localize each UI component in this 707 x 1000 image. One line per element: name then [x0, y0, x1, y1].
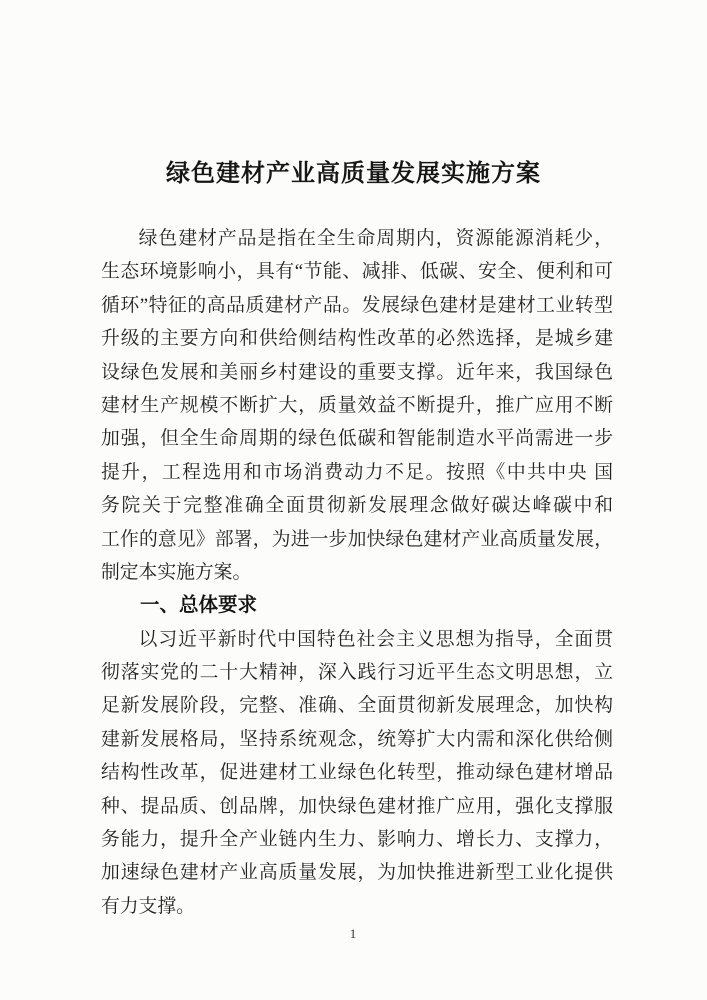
text-line: 加强，但全生命周期的绿色低碳和智能制造水平尚需进一步: [101, 428, 613, 450]
text-line: 工作的意见》部署，为进一步加快绿色建材产业高质量发展，: [101, 528, 613, 550]
text-line: 绿色建材产品是指在全生命周期内，资源能源消耗少，: [138, 228, 613, 249]
body-paragraph: [101, 623, 613, 924]
document-body: [101, 222, 613, 923]
text-line: 一、总体要求: [140, 594, 258, 617]
text-line: 结构性改革，促进建材工业绿色化转型，推动绿色建材增品: [101, 762, 613, 784]
document-title: 绿色建材产业高质量发展实施方案: [166, 161, 541, 187]
text-line: 足新发展阶段，完整、准确、全面贯彻新发展理念，加快构: [101, 695, 613, 717]
text-line: 设绿色发展和美丽乡村建设的重要支撑。近年来，我国绿色: [101, 361, 613, 383]
text-line: 彻落实党的二十大精神，深入践行习近平生态文明思想，立: [101, 662, 613, 684]
text-line: 建新发展格局，坚持系统观念，统筹扩大内需和深化供给侧: [101, 728, 613, 750]
body-paragraph: [101, 222, 613, 589]
text-line: 加速绿色建材产业高质量发展，为加快推进新型工业化提供: [101, 862, 613, 884]
text-line: 提升，工程选用和市场消费动力不足。按照《中共中央 国: [101, 461, 613, 483]
text-line: 务能力，提升全产业链内生力、影响力、增长力、支撑力，: [101, 829, 613, 851]
text-line: 升级的主要方向和供给侧结构性改革的必然选择，是城乡建: [101, 328, 613, 350]
text-line: 务院关于完整准确全面贯彻新发展理念做好碳达峰碳中和: [101, 495, 613, 517]
text-line: 建材生产规模不断扩大，质量效益不断提升，推广应用不断: [101, 394, 613, 416]
section-heading: [101, 589, 613, 622]
text-line: 种、提品质、创品牌，加快绿色建材推广应用，强化支撑服: [101, 795, 613, 817]
page-number: 1: [349, 926, 358, 942]
text-line: 制定本实施方案。: [101, 561, 252, 583]
text-line: 生态环境影响小，具有“节能、减排、低碳、安全、便利和可: [101, 261, 613, 283]
text-line: 以习近平新时代中国特色社会主义思想为指导，全面贯: [138, 628, 613, 650]
text-line: 有力支撑。: [101, 895, 195, 917]
text-line: 循环”特征的高品质建材产品。发展绿色建材是建材工业转型: [101, 294, 613, 316]
